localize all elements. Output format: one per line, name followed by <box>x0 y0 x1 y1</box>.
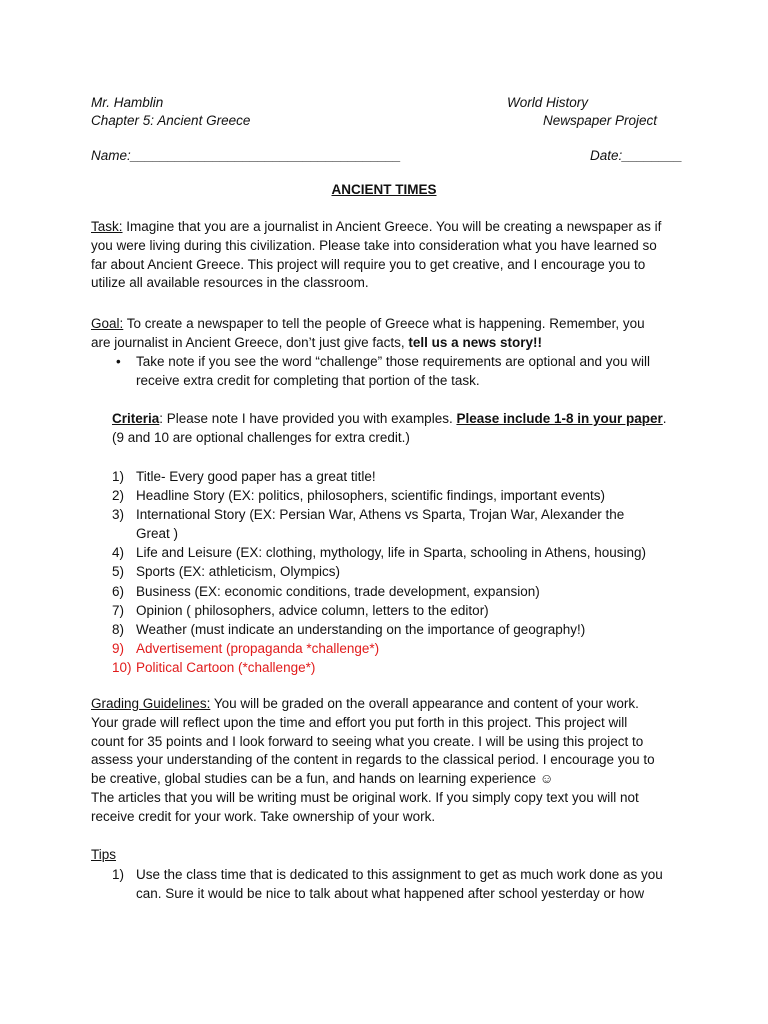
bullet-icon: • <box>116 354 121 369</box>
grading-line-6: The articles that you will be writing must be original work. If you simply copy text you will not <box>91 789 639 805</box>
goal-line-1: Goal: To create a newspaper to tell the people of Greece what is happening. Remember, you <box>91 316 645 331</box>
grading-line-2: Your grade will reflect upon the time and effort you put forth in this project. This project will <box>91 714 628 730</box>
grading-label: Grading Guidelines: <box>91 696 211 711</box>
grading-line-7: receive credit for your work. Take ownership of your work. <box>91 808 436 824</box>
task-line-4: utilize all available resources in the classroom. <box>91 275 369 291</box>
goal-paragraph <box>91 315 691 353</box>
task-line-1: Task: Imagine that you are a journalist in Ancient Greece. You will be creating a newspaper as if <box>91 219 662 234</box>
chapter-label: Chapter 5: Ancient Greece <box>91 113 251 128</box>
name-field: Name:____________________________________ <box>91 148 402 163</box>
grading-paragraph <box>91 695 691 827</box>
task-line-3: far about Ancient Greece. This project will require you to get creative, and I encourage you to <box>91 256 646 272</box>
date-field: Date:________ <box>590 148 683 163</box>
task-line-2: you were living during this civilization. Please take into consideration what you have learned so <box>91 237 657 253</box>
teacher-name: Mr. Hamblin <box>91 95 164 110</box>
grading-line-4: assess your understanding of the content in regards to the classical period. I encourage you to <box>91 752 655 768</box>
goal-bullet-line-2: receive extra credit for completing that portion of the task. <box>136 372 480 388</box>
task-label: Task: <box>91 219 123 234</box>
task-paragraph <box>91 218 691 293</box>
goal-line-2: are journalist in Ancient Greece, don’t just give facts, tell us a news story!! <box>91 334 542 350</box>
criteria-label: Criteria <box>112 411 160 426</box>
grading-line-1: Grading Guidelines: You will be graded on the overall appearance and content of your work. <box>91 696 639 711</box>
goal-bullet-line-1: Take note if you see the word “challenge” those requirements are optional and you will <box>136 354 651 369</box>
subject-label: World History <box>507 95 589 110</box>
criteria-line-1: Criteria: Please note I have provided you with examples. Please include 1-8 in your paper. <box>112 411 667 426</box>
project-label: Newspaper Project <box>543 113 658 128</box>
criteria-emphasis: Please include 1-8 in your paper <box>456 411 663 426</box>
grading-line-3: count for 35 points and I look forward to seeing what you create. I will be using this project to <box>91 733 644 749</box>
criteria-line-2: (9 and 10 are optional challenges for extra credit.) <box>112 429 410 445</box>
page-title: ANCIENT TIMES <box>331 182 437 197</box>
tips-label: Tips <box>91 847 117 862</box>
goal-label: Goal: <box>91 316 124 331</box>
document-page: Mr. Hamblin Chapter 5: Ancient Greece World History Newspaper Project Name:____________________________________ Date:________ ANCIENT TIMES Task: Imagine that you are a journalist in Ancient Greece. You will be creating a newspaper as if you were living during this civilization. Please take into consideration what you have learned so far about Ancient Greece. This project will require you to get creative, and I encourage you to utilize all available resources in the classroom. Goal: To create a newspaper to tell the people of Greece what is happening. Remember, you are journalist in Ancient Greece, don’t just give facts, tell us a news story!! • Take note if you see the word “challenge” those requirements are optional and you will receive extra credit for completing that portion of the task. Criteria: Please note I have provided you with examples. Please include 1-8 in your paper. (9 and 10 are optional challenges for extra credit.) 1) Title- Every good paper has a great title! 2) Headline Story (EX: politics, philosophers, scientific findings, important events) 3) International Story (EX: Persian War, Athens vs Sparta, Trojan War, Alexander the Great ) 4) Life and Leisure (EX: clothing, mythology, life in Sparta, schooling in Athens, housing) 5) Sports (EX: athleticism, Olympics) 6) Business (EX: economic conditions, trade development, expansion) 7) Opinion ( philosophers, advice column, letters to the editor) 8) Weather (must indicate an understanding on the importance of geography!) 9) Advertisement (propaganda *challenge*) 10) Political Cartoon (*challenge*) Grading Guidelines: You will be graded on the overall appearance and content of your work. Your grade will reflect upon the time and effort you put forth in this project. This project will count for 35 points and I look forward to seeing what you create. I will be using this project to assess your understanding of the content in regards to the classical period. I encourage you to be creative, global studies can be a fun, and hands on learning experience ☺ The articles that you will be writing must be original work. If you simply copy text you will not receive credit for your work. Take ownership of your work. Tips 1) Use the class time that is dedicated to this assignment to get as much work done as you can. Sure it would be nice to talk about what happened after school yesterday or how <box>0 0 768 1024</box>
criteria-paragraph <box>112 410 712 448</box>
grading-line-5: be creative, global studies can be a fun, and hands on learning experience ☺ <box>91 771 554 787</box>
